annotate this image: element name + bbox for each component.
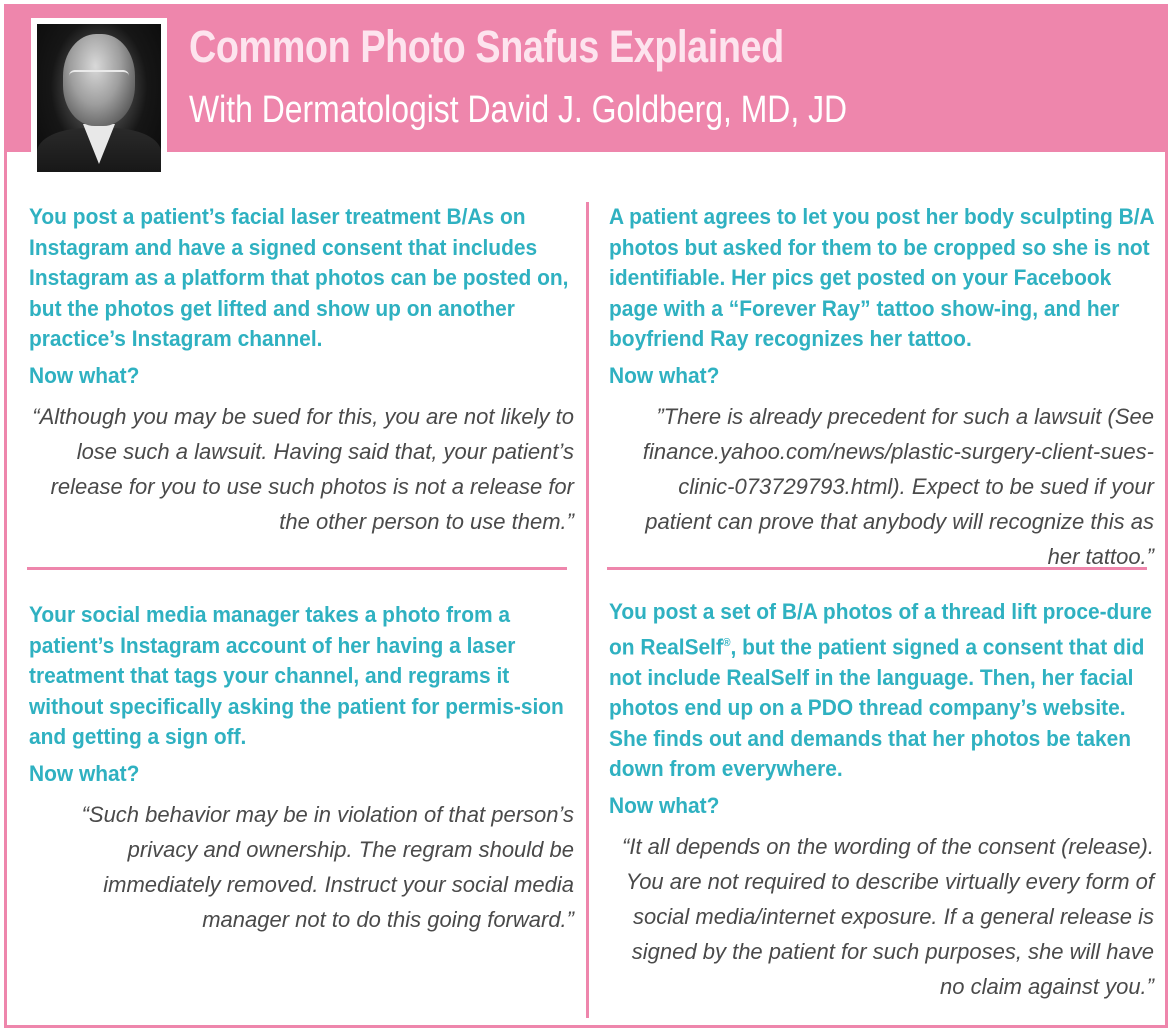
registered-mark: ® [722,636,731,649]
expert-answer: “Such behavior may be in violation of that person’s privacy and ownership. The regram should be immediately removed. Instruct your social media manager not to do this going forward.” [81,801,574,932]
expert-answer: ”There is already precedent for such a lawsuit (See finance.yahoo.com/news/plastic-surgery-client-sues-clinic-073729793.html). Expect to be sued if your patient can prove that anybody will recognize this as her tattoo.” [642,403,1154,569]
now-what-label: Now what? [609,792,720,818]
question-text-start: You post a set of B/A photos of a thread lift proce-dure on RealSelf [609,599,1152,659]
now-what-label: Now what? [29,760,140,786]
scenario-question: Your social media manager takes a photo from a patient’s Instagram account of her having a laser treatment that tags your channel, and regrams it without specifically asking the patient for permis-sion and getting a sign off. [29,602,564,749]
question-text-end: , but the patient signed a consent that did not include RealSelf in the language. Then, her facial photos end up on a PDO thread company’s website. She finds out and demands that her photos be taken down from everywhere. [609,634,1145,781]
author-photo [31,18,167,178]
scenario-question: A patient agrees to let you post her body sculpting B/A photos but asked for them to be cropped so she is not identifiable. Her pics get posted on your Facebook page with a “Forever Ray” tattoo show-ing, and her boyfriend Ray recognizes her tattoo. [609,204,1154,351]
scenario-1 [29,202,574,539]
column-divider [586,202,589,1018]
scenario-4 [609,597,1154,1004]
portrait-glasses [69,70,129,86]
scenario-question: You post a patient’s facial laser treatment B/As on Instagram and have a signed consent that includes Instagram as a platform that photos can be posted on, but the photos get lifted and show up on another practice’s Instagram channel. [29,204,569,351]
scenario-3 [29,600,574,937]
page-subtitle: With Dermatologist David J. Goldberg, MD, JD [189,89,848,131]
now-what-label: Now what? [609,362,720,388]
expert-answer: “It all depends on the wording of the consent (release). You are not required to describe virtually every form of social media/internet exposure. If a general release is signed by the patient for such purposes, she will have no claim against you.” [622,833,1154,999]
scenario-question [609,597,1154,785]
row-divider-left [27,567,567,570]
now-what-label: Now what? [29,362,140,388]
portrait-image [37,24,161,172]
page-title: Common Photo Snafus Explained [189,21,784,72]
expert-answer: “Although you may be sued for this, you are not likely to lose such a lawsuit. Having said that, your patient’s release for you to use such photos is not a release for the other person to use them.” [32,403,574,534]
article-frame [4,4,1168,1028]
scenario-2 [609,202,1154,574]
